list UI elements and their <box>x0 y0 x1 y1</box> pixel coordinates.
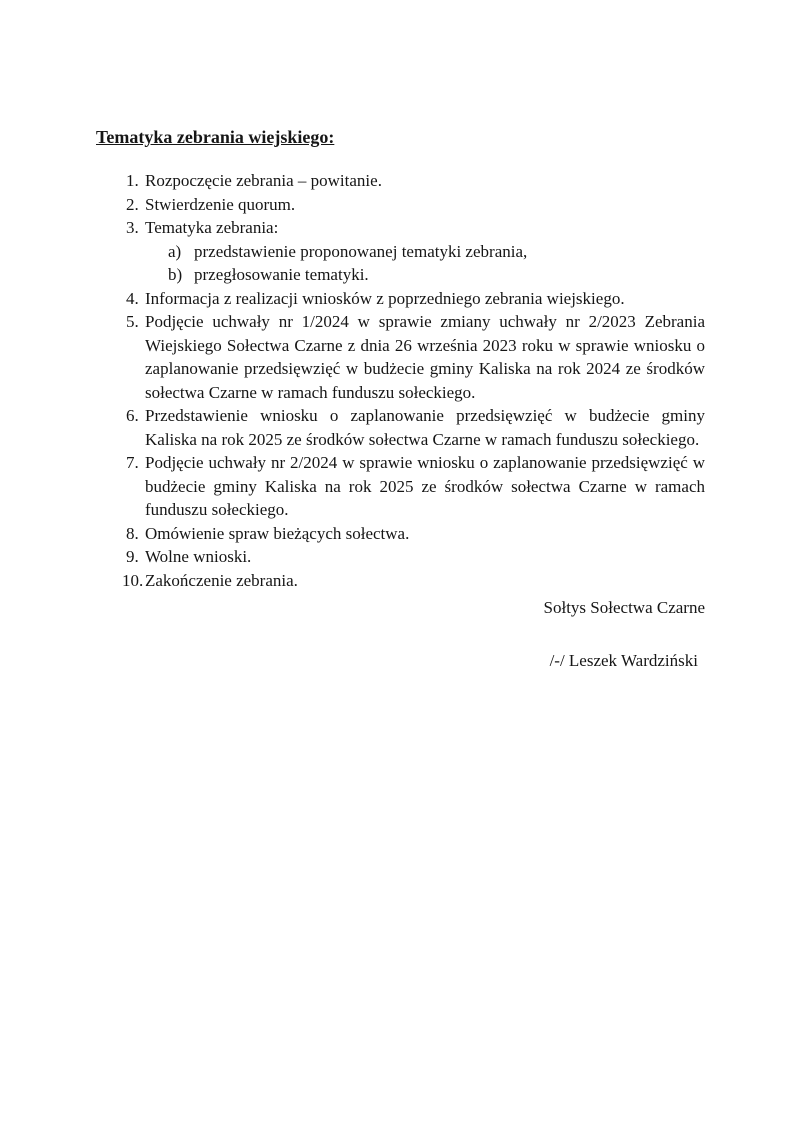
page-title: Tematyka zebrania wiejskiego: <box>96 127 335 147</box>
agenda-item-4 <box>126 287 705 311</box>
agenda-item-10 <box>122 569 705 593</box>
agenda-subitem-a <box>168 240 705 264</box>
agenda-item-text: Zakończenie zebrania. <box>145 570 298 590</box>
agenda-item-text: Stwierdzenie quorum. <box>145 194 296 214</box>
agenda-item-number: 5. <box>126 312 139 331</box>
agenda-item-text: Omówienie spraw bieżących sołectwa. <box>145 523 410 543</box>
agenda-item-number: 3. <box>126 218 139 237</box>
agenda-list <box>122 169 705 592</box>
agenda-item-number: 1. <box>126 171 139 190</box>
agenda-subitem-b <box>168 263 705 287</box>
agenda-item-text <box>145 216 705 287</box>
agenda-item-5 <box>126 310 705 404</box>
agenda-item-1 <box>126 169 705 193</box>
agenda-item-text: Podjęcie uchwały nr 1/2024 w sprawie zmiany uchwały nr 2/2023 Zebrania Wiejskiego Sołectwa Czarne z dnia 26 września 2023 roku w sprawie wniosku o zaplanowanie przedsięwzięć w budżecie gminy Kaliska na rok 2024 ze środków sołectwa Czarne w ramach funduszu sołeckiego. <box>145 312 705 402</box>
agenda-item-number: 9. <box>126 547 139 566</box>
agenda-subitem-letter: b) <box>168 265 183 284</box>
agenda-item-number: 8. <box>126 523 139 543</box>
agenda-subitem-letter: a) <box>168 241 182 261</box>
agenda-item-6 <box>126 404 705 451</box>
agenda-item-number: 2. <box>126 194 139 214</box>
agenda-item-number: 4. <box>126 288 139 308</box>
agenda-item-number: 7. <box>126 453 139 472</box>
agenda-item-8 <box>126 522 705 546</box>
agenda-item-text-line: Tematyka zebrania: <box>145 218 279 237</box>
agenda-item-9 <box>126 545 705 569</box>
agenda-item-number: 10. <box>122 570 144 590</box>
agenda-item-number: 6. <box>126 406 139 425</box>
signature-block <box>96 596 705 672</box>
agenda-item-text: Podjęcie uchwały nr 2/2024 w sprawie wniosku o zaplanowanie przedsięwzięć w budżecie gminy Kaliska na rok 2025 ze środków sołectwa Czarne w ramach funduszu sołeckiego. <box>145 453 705 519</box>
agenda-item-text: Przedstawienie wniosku o zaplanowanie przedsięwzięć w budżecie gminy Kaliska na rok 2025 ze środków sołectwa Czarne w ramach funduszu sołeckiego. <box>145 406 705 449</box>
agenda-item-3 <box>126 216 705 287</box>
signature-name: /-/ Leszek Wardziński <box>549 650 698 670</box>
agenda-item-2 <box>126 193 705 217</box>
agenda-item-text: Rozpoczęcie zebrania – powitanie. <box>145 171 382 190</box>
agenda-item-7 <box>126 451 705 522</box>
agenda-subitem-text: przegłosowanie tematyki. <box>194 265 369 284</box>
agenda-item-text: Wolne wnioski. <box>145 547 252 566</box>
signature-role: Sołtys Sołectwa Czarne <box>543 598 705 617</box>
agenda-subitem-text: przedstawienie proponowanej tematyki zebrania, <box>194 241 528 261</box>
agenda-item-text: Informacja z realizacji wniosków z poprzedniego zebrania wiejskiego. <box>145 288 625 308</box>
